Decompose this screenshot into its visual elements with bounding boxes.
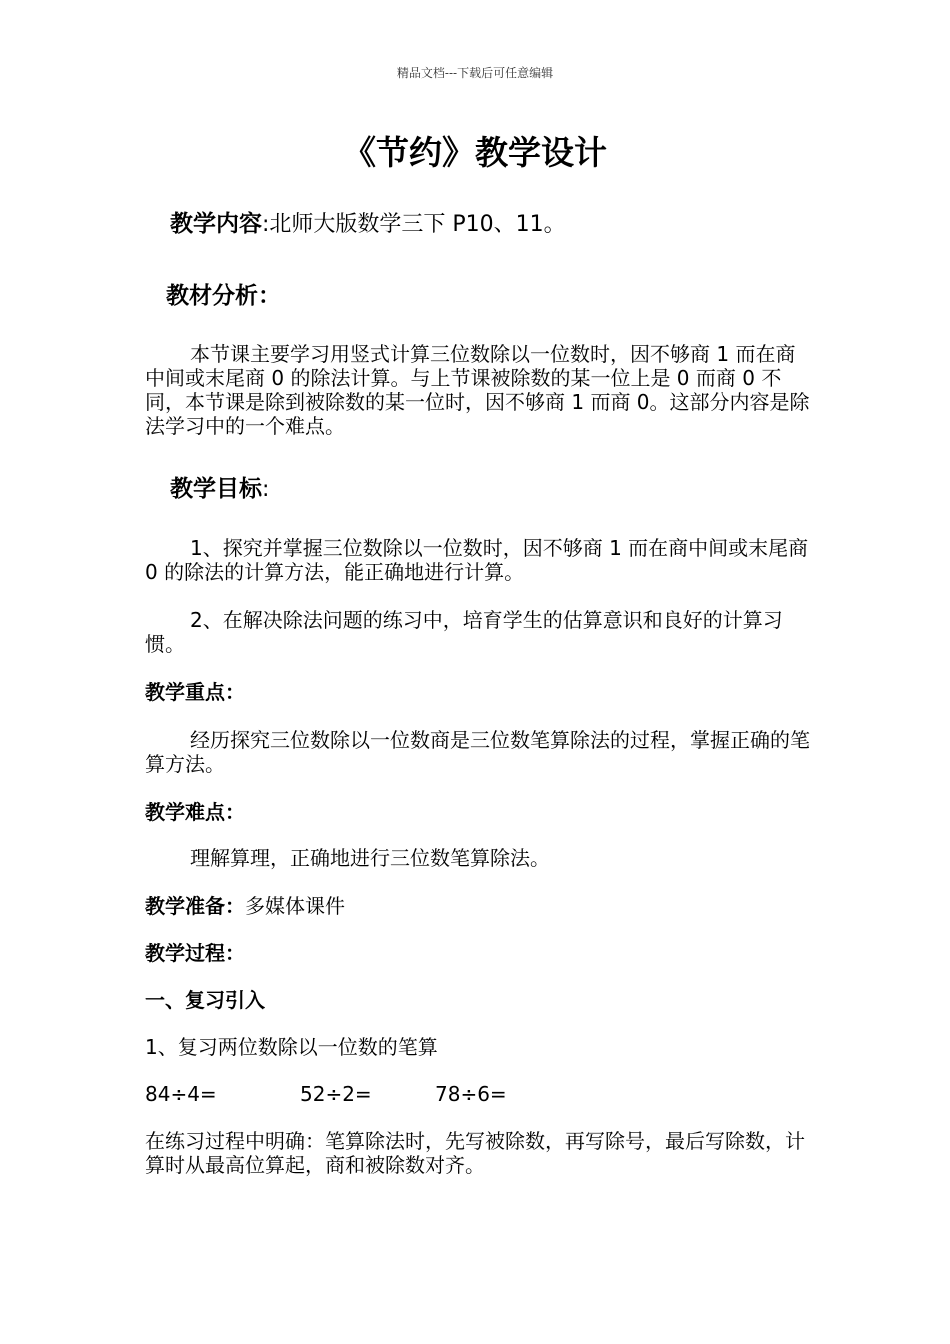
process-note: 在练习过程中明确：笔算除法时，先写被除数，再写除号，最后写除数，计算时从最高位算起，商和被除数对齐。 <box>145 1129 805 1177</box>
goal-item-2: 2、在解决除法问题的练习中，培育学生的估算意识和良好的计算习惯。 <box>145 608 783 656</box>
analysis-paragraph: 本节课主要学习用竖式计算三位数除以一位数时，因不够商 1 而在商中间或末尾商 0 的除法计算。与上节课被除数的某一位上是 0 而商 0 不同，本节课是除到被除数的某一位时，因不够商 1 而商 0。这部分内容是除法学习中的一个难点。 <box>145 342 810 438</box>
analysis-heading: 教材分析： <box>166 283 281 309</box>
difficulties-heading: 教学难点： <box>145 800 245 824</box>
section-1-heading: 一、复习引入 <box>145 988 265 1012</box>
goals-heading: 教学目标 <box>170 476 262 502</box>
goal-item-1: 1、探究并掌握三位数除以一位数时，因不够商 1 而在商中间或末尾商 0 的除法的计算方法，能正确地进行计算。 <box>145 536 809 584</box>
key-points-paragraph: 经历探究三位数除以一位数商是三位数笔算除法的过程，掌握正确的笔算方法。 <box>145 728 810 776</box>
preparation-value: 多媒体课件 <box>245 894 345 918</box>
process-item-1: 1、复习两位数除以一位数的笔算 <box>145 1035 438 1059</box>
content-value: :北师大版数学三下 P10、11。 <box>262 212 566 237</box>
exercise-1: 84÷4= <box>145 1082 217 1106</box>
content-line <box>170 210 566 239</box>
difficulties-paragraph: 理解算理，正确地进行三位数笔算除法。 <box>190 846 550 870</box>
goals-heading-line <box>170 475 269 504</box>
preparation-line <box>145 894 345 918</box>
key-points-heading: 教学重点： <box>145 680 245 704</box>
document-title: 《节约》教学设计 <box>343 133 607 172</box>
content-label: 教学内容 <box>170 211 262 237</box>
goals-colon: : <box>262 477 270 502</box>
process-heading: 教学过程： <box>145 941 245 965</box>
exercise-3: 78÷6= <box>435 1082 507 1106</box>
exercise-2: 52÷2= <box>300 1082 372 1106</box>
preparation-label: 教学准备： <box>145 894 245 918</box>
page-header: 精品文档---下载后可任意编辑 <box>396 66 554 80</box>
